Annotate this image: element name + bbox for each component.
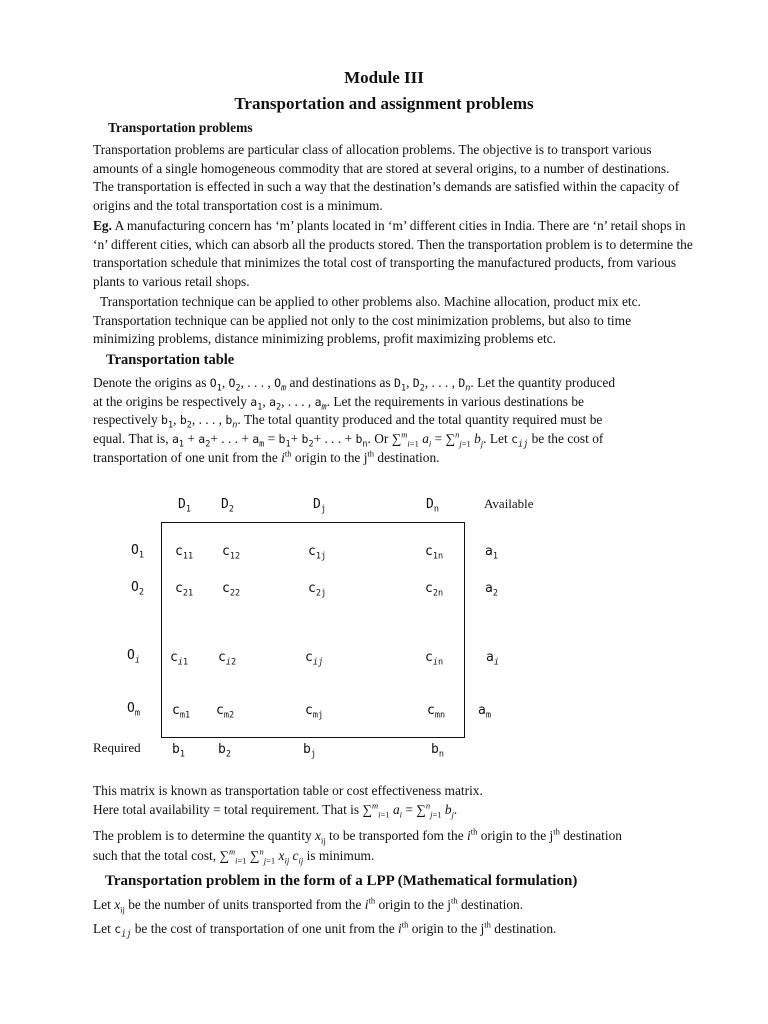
- lpp-line-2: Let $c_{ij}$ be the cost of transportation of one unit from the $i^{th}$ origin to the $j^{th}$ destination.: [93, 919, 557, 940]
- example-text: A manufacturing concern has ‘m’ plants located in ‘m’ different cities in India. There are ‘n’ retail shops in ‘n’ different cities, which can absorb all the products stored. Then the transportation problem is to determine the transportation schedule that minimizes the total cost of transporting the manufactured products, from various plants to various retail shops.: [93, 218, 693, 290]
- col-header-d1: $D_1$: [178, 497, 191, 515]
- denote-line-3: respectively $b_1$, $b_2$, . . . , $b_n$. The total quantity produced and the total quantity required must be: [93, 412, 603, 431]
- denote-line-4: equal. That is, $a_1 + a_2+$ . . . + $a_m = b_1+ b_2+$ . . . + $b_n$. Or ∑$^m_{i=1}$ $a_i = \sum^n_{j=1}$ $b_j$. Let $c_{ij}$ be the cost of: [93, 429, 604, 450]
- cell-ci2: $c_{i2}$: [218, 650, 237, 668]
- cell-c22: $c_{22}$: [222, 581, 241, 599]
- col-header-dn: $D_n$: [426, 497, 439, 515]
- col-header-available: Available: [484, 496, 534, 511]
- problem-line-2: such that the total cost, ∑$^m_{i=1}$ ∑$^n_{j=1}$ $x_{ij}$ $c_{ij}$ is minimum.: [93, 846, 375, 866]
- cell-c12: $c_{12}$: [222, 544, 241, 562]
- page-title: Transportation and assignment problems: [234, 94, 534, 113]
- intro-paragraph: Transportation problems are particular class of allocation problems. The objective is to transport various amounts of a single homogeneous commodity that are stored at several origins, to a number of destinations. The transportation is effected in such a way that the destination’s demands are satisfied within the capacity of origins and the total transportation cost is a minimum.: [93, 142, 680, 214]
- required-bn: $b_n$: [431, 742, 444, 760]
- col-header-dj: $D_j$: [313, 497, 326, 515]
- section-heading-lpp: Transportation problem in the form of a LPP (Mathematical formulation): [105, 873, 578, 889]
- cell-cm2: $c_{m2}$: [216, 703, 235, 721]
- available-a2: $a_2$: [485, 581, 498, 599]
- matrix-note-line: This matrix is known as transportation table or cost effectiveness matrix.: [93, 783, 483, 798]
- available-ai: $a_i$: [486, 650, 499, 668]
- row-header-o2: $O_2$: [131, 580, 144, 598]
- denote-line-5: transportation of one unit from the $i^{th}$ origin to the $j^{th}$ destination.: [93, 448, 440, 465]
- section-heading-transportation-table: Transportation table: [106, 352, 235, 368]
- cell-cmn: $c_{mn}$: [427, 703, 446, 721]
- available-am: $a_m$: [478, 703, 491, 721]
- row-header-o1: $O_1$: [131, 543, 144, 561]
- denote-line-1: Denote the origins as $O_1$, $O_2$, . . . , $O_m$ and destinations as $D_1$, $D_2$, . . . , $D_n$. Let the quantity produced: [93, 375, 616, 394]
- denote-line-2: at the origins be respectively $a_1$, $a_2$, . . . , $a_m$. Let the requirements in various destinations be: [93, 394, 585, 413]
- cell-c2n: $c_{2n}$: [425, 581, 444, 599]
- cell-c2j: $c_{2j}$: [308, 581, 327, 599]
- cell-c1j: $c_{1j}$: [308, 544, 327, 562]
- technique-paragraph: Transportation technique can be applied to other problems also. Machine allocation, product mix etc. Transportation technique can be applied not only to the cost minimization problems, but also to time minimizing problems, distance minimizing problems, profit maximizing problems etc.: [93, 294, 641, 347]
- lpp-line-1: Let $x_{ij}$ be the number of units transported from the $i^{th}$ origin to the $j^{th}$ destination.: [93, 895, 524, 915]
- cell-cij: $c_{ij}$: [305, 650, 324, 668]
- required-b2: $b_2$: [218, 742, 231, 760]
- problem-line-1: The problem is to determine the quantity $x_{ij}$ to be transported fom the $i^{th}$ origin to the $j^{th}$ destination: [93, 826, 622, 846]
- cell-ci1: $c_{i1}$: [170, 650, 189, 668]
- section-heading-transportation-problems: Transportation problems: [108, 120, 253, 135]
- cell-cin: $c_{in}$: [425, 650, 444, 668]
- required-b1: $b_1$: [172, 742, 185, 760]
- cell-cm1: $c_{m1}$: [172, 703, 191, 721]
- row-header-required: Required: [93, 740, 141, 755]
- row-header-om: $O_m$: [127, 701, 140, 719]
- col-header-d2: $D_2$: [221, 497, 234, 515]
- example-label: Eg.: [93, 218, 112, 233]
- required-bj: $b_j$: [303, 742, 316, 760]
- total-availability-line: Here total availability = total requirement. That is ∑$^m_{i=1}$ $a_i = \sum^n_{j=1}$ $b_j$.: [93, 800, 458, 820]
- cell-c21: $c_{21}$: [175, 581, 194, 599]
- module-heading: Module III: [344, 68, 424, 87]
- cell-c11: $c_{11}$: [175, 544, 194, 562]
- available-a1: $a_1$: [485, 544, 498, 562]
- row-header-oi: $O_i$: [127, 648, 140, 666]
- example-paragraph: [93, 217, 693, 292]
- cell-c1n: $c_{1n}$: [425, 544, 444, 562]
- cell-cmj: $c_{mj}$: [305, 703, 324, 721]
